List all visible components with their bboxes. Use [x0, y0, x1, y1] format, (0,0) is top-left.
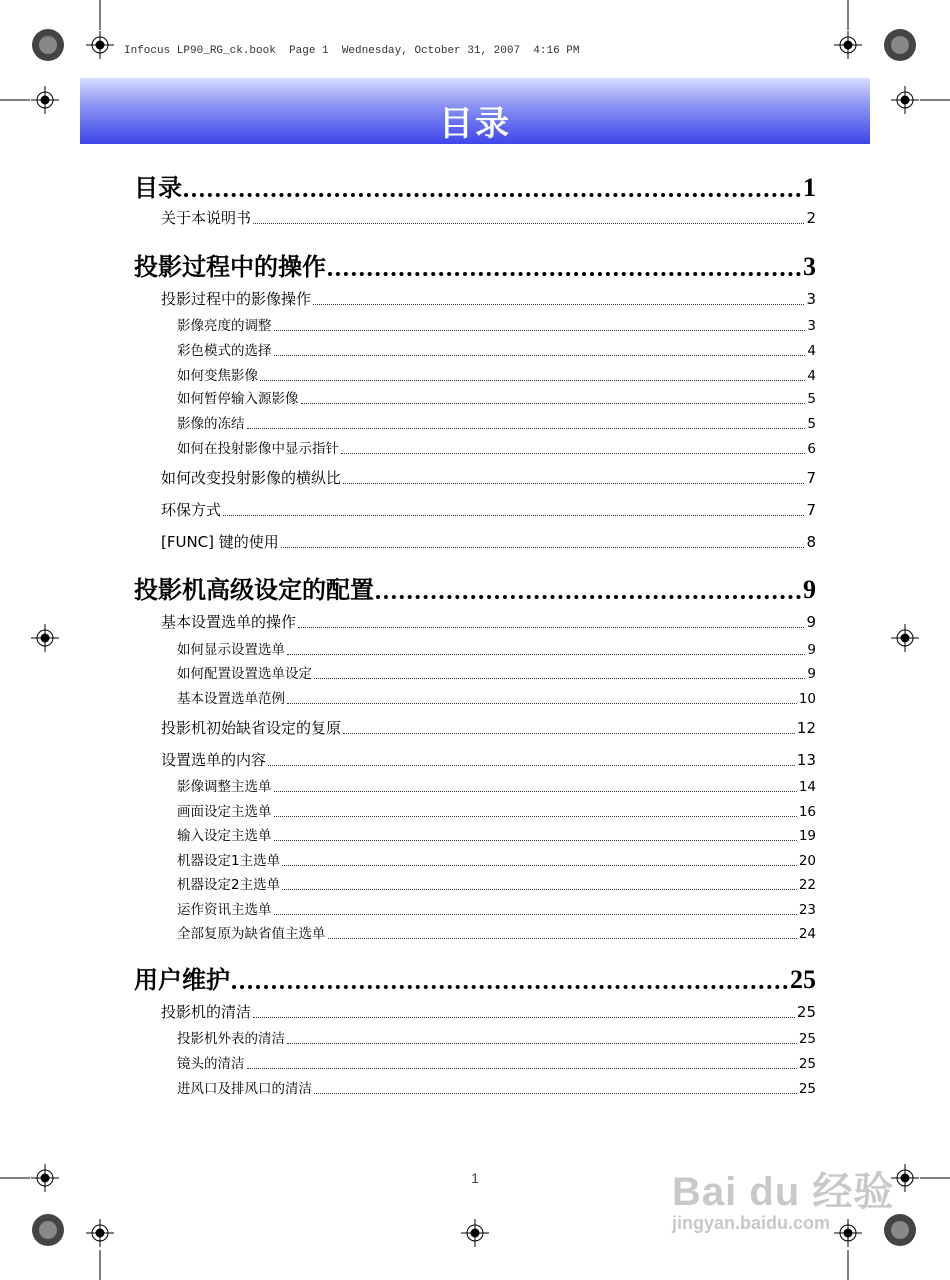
toc-entry-level-1[interactable]	[134, 168, 816, 203]
toc-entry-level-3[interactable]	[177, 364, 816, 384]
toc-leader-dots	[268, 765, 795, 766]
toc-leader-dots	[184, 193, 801, 197]
toc-entry-page: 9	[803, 575, 816, 604]
toc-entry-level-3[interactable]	[177, 314, 816, 334]
toc-entry-level-3[interactable]	[177, 387, 816, 407]
toc-entry-level-3[interactable]	[177, 824, 816, 844]
toc-leader-dots	[247, 428, 806, 429]
toc-leader-dots	[328, 938, 797, 939]
toc-entry-level-1[interactable]	[134, 570, 816, 605]
toc-entry-label: 投影机初始缺省设定的复原	[161, 719, 342, 737]
page-number: 1	[471, 1170, 479, 1186]
toc-leader-dots	[232, 985, 788, 989]
toc-entry-page: 20	[798, 853, 816, 869]
toc-entry-page: 9	[806, 613, 816, 631]
toc-entry-page: 14	[798, 779, 816, 795]
toc-entry-page: 16	[798, 804, 816, 820]
toc-leader-dots	[282, 865, 797, 866]
toc-entry-label: 投影机高级设定的配置	[134, 575, 374, 604]
toc-leader-dots	[343, 483, 804, 484]
toc-entry-label: 输入设定主选单	[177, 828, 272, 844]
watermark-brand: Bai du 经验	[672, 1170, 895, 1214]
toc-entry-level-2[interactable]	[161, 467, 816, 488]
toc-entry-label: 如何在投射影像中显示指针	[177, 441, 339, 457]
toc-entry-level-2[interactable]	[161, 288, 816, 309]
toc-entry-page: 25	[796, 1003, 816, 1021]
toc-entry-page: 24	[798, 926, 816, 942]
toc-entry-level-3[interactable]	[177, 800, 816, 820]
toc-leader-dots	[328, 272, 801, 276]
toc-entry-label: 用户维护	[134, 965, 230, 994]
toc-leader-dots	[343, 733, 795, 734]
toc-entry-page: 8	[806, 533, 816, 551]
toc-entry-page: 3	[807, 318, 816, 334]
toc-entry-level-2[interactable]	[161, 531, 816, 552]
toc-entry-label: 影像的冻结	[177, 416, 245, 432]
toc-entry-label: 环保方式	[161, 501, 222, 519]
toc-entry-level-3[interactable]	[177, 638, 816, 658]
toc-entry-label: 关于本说明书	[161, 209, 252, 227]
toc-entry-level-3[interactable]	[177, 412, 816, 432]
toc-entry-level-3[interactable]	[177, 775, 816, 795]
toc-entry-page: 7	[806, 469, 816, 487]
toc-leader-dots	[274, 840, 797, 841]
toc-entry-level-3[interactable]	[177, 849, 816, 869]
toc-entry-page: 9	[807, 642, 816, 658]
toc-leader-dots	[253, 223, 804, 224]
watermark	[672, 1160, 894, 1234]
toc-entry-level-2[interactable]	[161, 717, 816, 738]
toc-entry-level-3[interactable]	[177, 339, 816, 359]
toc-entry-label: 彩色模式的选择	[177, 343, 272, 359]
toc-entry-page: 3	[803, 252, 816, 281]
toc-entry-level-3[interactable]	[177, 1027, 816, 1047]
toc-entry-level-2[interactable]	[161, 207, 816, 228]
toc-entry-level-2[interactable]	[161, 611, 816, 632]
toc-entry-level-2[interactable]	[161, 499, 816, 520]
toc-entry-label: 如何配置设置选单设定	[177, 666, 312, 682]
watermark-url: jingyan.baidu.com	[672, 1213, 831, 1233]
toc-leader-dots	[287, 1043, 797, 1044]
toc-leader-dots	[314, 678, 805, 679]
toc-entry-page: 25	[798, 1031, 816, 1047]
toc-entry-level-3[interactable]	[177, 1077, 816, 1097]
toc-entry-level-2[interactable]	[161, 749, 816, 770]
toc-entry-label: 镜头的清洁	[177, 1056, 245, 1072]
toc-entry-page: 25	[798, 1056, 816, 1072]
toc-entry-page: 6	[807, 441, 816, 457]
toc-leader-dots	[260, 380, 805, 381]
toc-entry-level-3[interactable]	[177, 1052, 816, 1072]
toc-entry-label: 如何改变投射影像的横纵比	[161, 469, 342, 487]
toc-entry-label: 设置选单的内容	[161, 751, 267, 769]
toc-entry-label: 画面设定主选单	[177, 804, 272, 820]
toc-entry-label: 如何暂停输入源影像	[177, 391, 299, 407]
toc-entry-level-3[interactable]	[177, 873, 816, 893]
toc-entry-page: 5	[807, 416, 816, 432]
toc-entry-label: 目录	[134, 173, 182, 202]
toc-leader-dots	[253, 1017, 795, 1018]
toc-entry-level-2[interactable]	[161, 1001, 816, 1022]
toc-entry-label: 影像亮度的调整	[177, 318, 272, 334]
toc-leader-dots	[301, 403, 806, 404]
toc-leader-dots	[287, 703, 797, 704]
toc-entry-page: 25	[798, 1081, 816, 1097]
toc-leader-dots	[247, 1068, 797, 1069]
toc-leader-dots	[274, 816, 797, 817]
toc-entry-page: 25	[790, 965, 816, 994]
toc-entry-label: 影像调整主选单	[177, 779, 272, 795]
toc-entry-label: [FUNC] 键的使用	[161, 533, 279, 551]
toc-entry-page: 23	[798, 902, 816, 918]
toc-entry-level-3[interactable]	[177, 437, 816, 457]
toc-entry-label: 进风口及排风口的清洁	[177, 1081, 312, 1097]
banner-title: 目录	[439, 104, 511, 144]
toc-leader-dots	[313, 304, 804, 305]
toc-leader-dots	[314, 1093, 797, 1094]
toc-entry-label: 全部复原为缺省值主选单	[177, 926, 326, 942]
toc-entry-label: 如何变焦影像	[177, 368, 258, 384]
toc-entry-label: 基本设置选单的操作	[161, 613, 297, 631]
toc-entry-page: 19	[798, 828, 816, 844]
toc-entry-level-3[interactable]	[177, 898, 816, 918]
toc-leader-dots	[287, 654, 805, 655]
toc-entry-page: 13	[796, 751, 816, 769]
toc-entry-page: 4	[807, 368, 816, 384]
toc-entry-page: 3	[806, 290, 816, 308]
toc-leader-dots	[281, 547, 805, 548]
toc-entry-page: 4	[807, 343, 816, 359]
toc-entry-page: 22	[798, 877, 816, 893]
toc-leader-dots	[274, 355, 806, 356]
toc-entry-label: 运作资讯主选单	[177, 902, 272, 918]
toc-leader-dots	[376, 595, 801, 599]
toc-entry-page: 2	[806, 209, 816, 227]
toc-entry-page: 1	[803, 173, 816, 202]
toc-leader-dots	[282, 889, 797, 890]
toc-leader-dots	[341, 453, 805, 454]
toc-entry-label: 机器设定1主选单	[177, 853, 281, 869]
toc-entry-page: 7	[806, 501, 816, 519]
toc-entry-label: 投影过程中的操作	[134, 252, 326, 281]
toc-entry-label: 投影机外表的清洁	[177, 1031, 285, 1047]
toc-entry-level-3[interactable]	[177, 662, 816, 682]
toc-entry-label: 基本设置选单范例	[177, 691, 285, 707]
toc-leader-dots	[274, 914, 797, 915]
toc-entry-label: 如何显示设置选单	[177, 642, 285, 658]
toc-entry-page: 10	[798, 691, 816, 707]
toc-entry-page: 5	[807, 391, 816, 407]
toc-entry-level-1[interactable]	[134, 960, 816, 995]
toc-entry-page: 9	[807, 666, 816, 682]
toc-entry-level-3[interactable]	[177, 687, 816, 707]
toc-entry-label: 机器设定2主选单	[177, 877, 281, 893]
toc-leader-dots	[274, 330, 806, 331]
toc-entry-label: 投影机的清洁	[161, 1003, 252, 1021]
print-meta-line: Infocus LP90_RG_ck.book Page 1 Wednesday, October 31, 2007 4:16 PM	[124, 45, 580, 57]
toc-leader-dots	[274, 791, 797, 792]
toc-leader-dots	[223, 515, 804, 516]
toc-entry-level-1[interactable]	[134, 247, 816, 282]
toc-leader-dots	[298, 627, 804, 628]
toc-entry-level-3[interactable]	[177, 922, 816, 942]
toc-entry-label: 投影过程中的影像操作	[161, 290, 312, 308]
toc-entry-page: 12	[796, 719, 816, 737]
